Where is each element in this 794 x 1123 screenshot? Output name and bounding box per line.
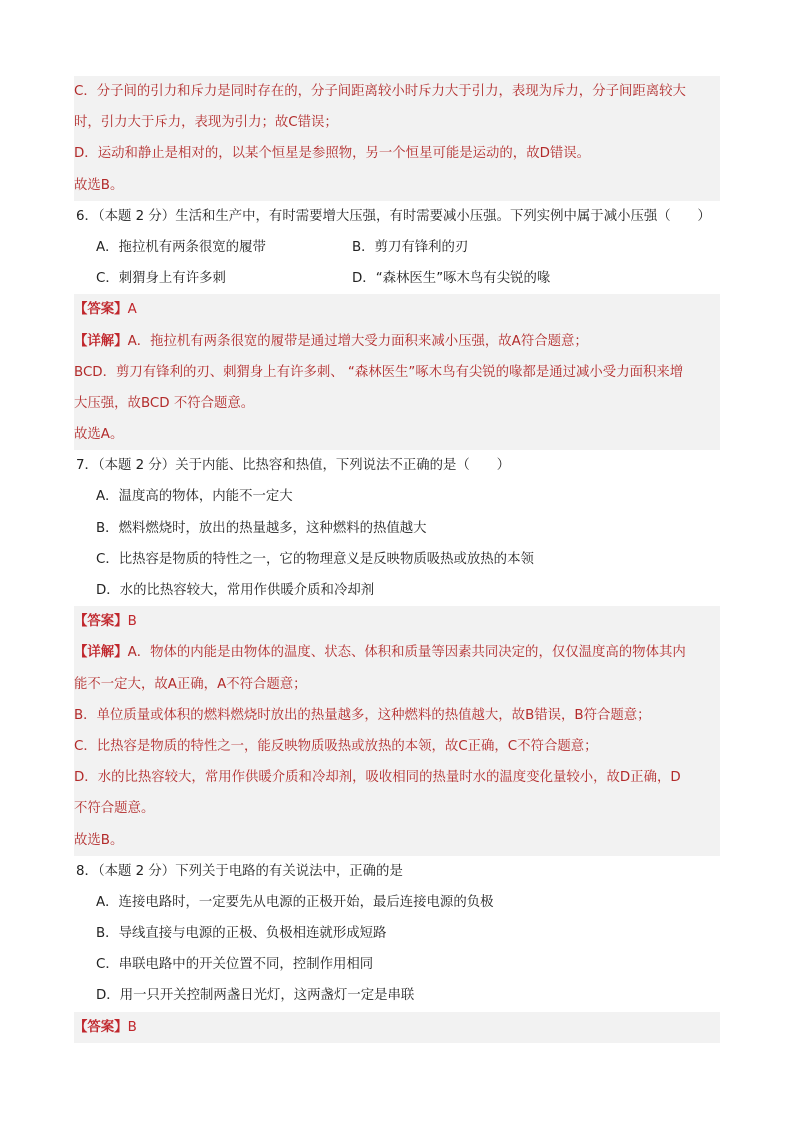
question-6-stem: 6．（本题 2 分）生活和生产中，有时需要增大压强，有时需要减小压强。下列实例中属于减小压强（ ） xyxy=(76,208,711,224)
question-8-stem: 8．（本题 2 分）下列关于电路的有关说法中，正确的是 xyxy=(76,863,403,879)
explanation-line: 故选B。 xyxy=(74,177,124,193)
question-7-stem: 7．（本题 2 分）关于内能、比热容和热值，下列说法不正确的是（ ） xyxy=(76,458,510,474)
detail-line: 能不一定大，故A正确，A不符合题意； xyxy=(74,676,307,692)
answer-line xyxy=(74,294,720,325)
question-6-solution xyxy=(74,294,720,450)
detail-line: BCD．剪刀有锋利的刃、刺猬身上有许多刺、 “森林医生”啄木鸟有尖锐的喙都是通过减小受力面积来增 xyxy=(74,364,684,380)
detail-line: 不符合题意。 xyxy=(74,801,155,817)
explanation-line: C．分子间的引力和斥力是同时存在的，分子间距离较小时斥力大于引力，表现为斥力，分子间距离较大 xyxy=(74,84,686,99)
answer-tag: 【答案】 xyxy=(74,614,128,630)
detail-text: A．拖拉机有两条很宽的履带是通过增大受力面积来减小压强，故A符合题意； xyxy=(127,333,588,349)
detail-line: 故选A。 xyxy=(74,427,124,443)
answer-value: B xyxy=(127,614,137,630)
option-c: C．串联电路中的开关位置不同，控制作用相同 xyxy=(96,957,374,973)
option-d: D．水的比热容较大，常用作供暖介质和冷却剂 xyxy=(96,583,375,598)
question-7 xyxy=(74,450,720,606)
option-b: B．剪刀有锋利的刃 xyxy=(352,239,469,255)
detail-tag: 【详解】 xyxy=(74,645,128,661)
answer-tag: 【答案】 xyxy=(74,302,128,318)
question-8 xyxy=(74,856,720,1012)
answer-value: B xyxy=(127,1019,137,1035)
detail-line xyxy=(74,326,720,357)
explanation-block-q5 xyxy=(74,76,720,201)
detail-line: C．比热容是物质的特性之一，能反映物质吸热或放热的本领，故C正确，C不符合题意； xyxy=(74,738,598,754)
option-a: A．拖拉机有两条很宽的履带 xyxy=(96,239,266,255)
question-6-options-row-1 xyxy=(74,232,720,263)
option-b: B．导线直接与电源的正极、负极相连就形成短路 xyxy=(96,926,387,942)
detail-text: A．物体的内能是由物体的温度、状态、体积和质量等因素共同决定的，仅仅温度高的物体其内 xyxy=(127,645,686,661)
question-6 xyxy=(74,201,720,295)
detail-tag: 【详解】 xyxy=(74,333,128,349)
question-7-solution xyxy=(74,606,720,856)
detail-line: B．单位质量或体积的燃料燃烧时放出的热量越多，这种燃料的热值越大，故B错误，B符合题意； xyxy=(74,707,651,723)
question-8-solution xyxy=(74,1012,720,1043)
option-d: D．“森林医生”啄木鸟有尖锐的喙 xyxy=(352,271,551,287)
answer-line xyxy=(74,1012,720,1043)
detail-line: 故选B。 xyxy=(74,832,124,848)
option-c: C．比热容是物质的特性之一，它的物理意义是反映物质吸热或放热的本领 xyxy=(96,551,534,567)
answer-line xyxy=(74,606,720,637)
detail-line xyxy=(74,637,720,668)
explanation-line: 时，引力大于斥力，表现为引力；故C错误； xyxy=(74,115,338,131)
explanation-line: D．运动和静止是相对的，以某个恒星是参照物，另一个恒星可能是运动的，故D错误。 xyxy=(74,146,591,162)
option-a: A．连接电路时，一定要先从电源的正极开始，最后连接电源的负极 xyxy=(96,894,494,910)
option-a: A．温度高的物体，内能不一定大 xyxy=(96,489,293,505)
option-b: B．燃料燃烧时，放出的热量越多，这种燃料的热值越大 xyxy=(96,520,427,536)
answer-value: A xyxy=(127,302,137,318)
option-d: D．用一只开关控制两盏日光灯，这两盏灯一定是串联 xyxy=(96,988,415,1004)
answer-tag: 【答案】 xyxy=(74,1019,128,1035)
question-6-options-row-2 xyxy=(74,263,720,294)
detail-line: 大压强，故BCD 不符合题意。 xyxy=(74,395,255,411)
option-c: C．刺猬身上有许多刺 xyxy=(96,271,226,287)
document-page xyxy=(74,76,720,1043)
detail-line: D．水的比热容较大，常用作供暖介质和冷却剂，吸收相同的热量时水的温度变化量较小，故D正确，D xyxy=(74,770,681,786)
